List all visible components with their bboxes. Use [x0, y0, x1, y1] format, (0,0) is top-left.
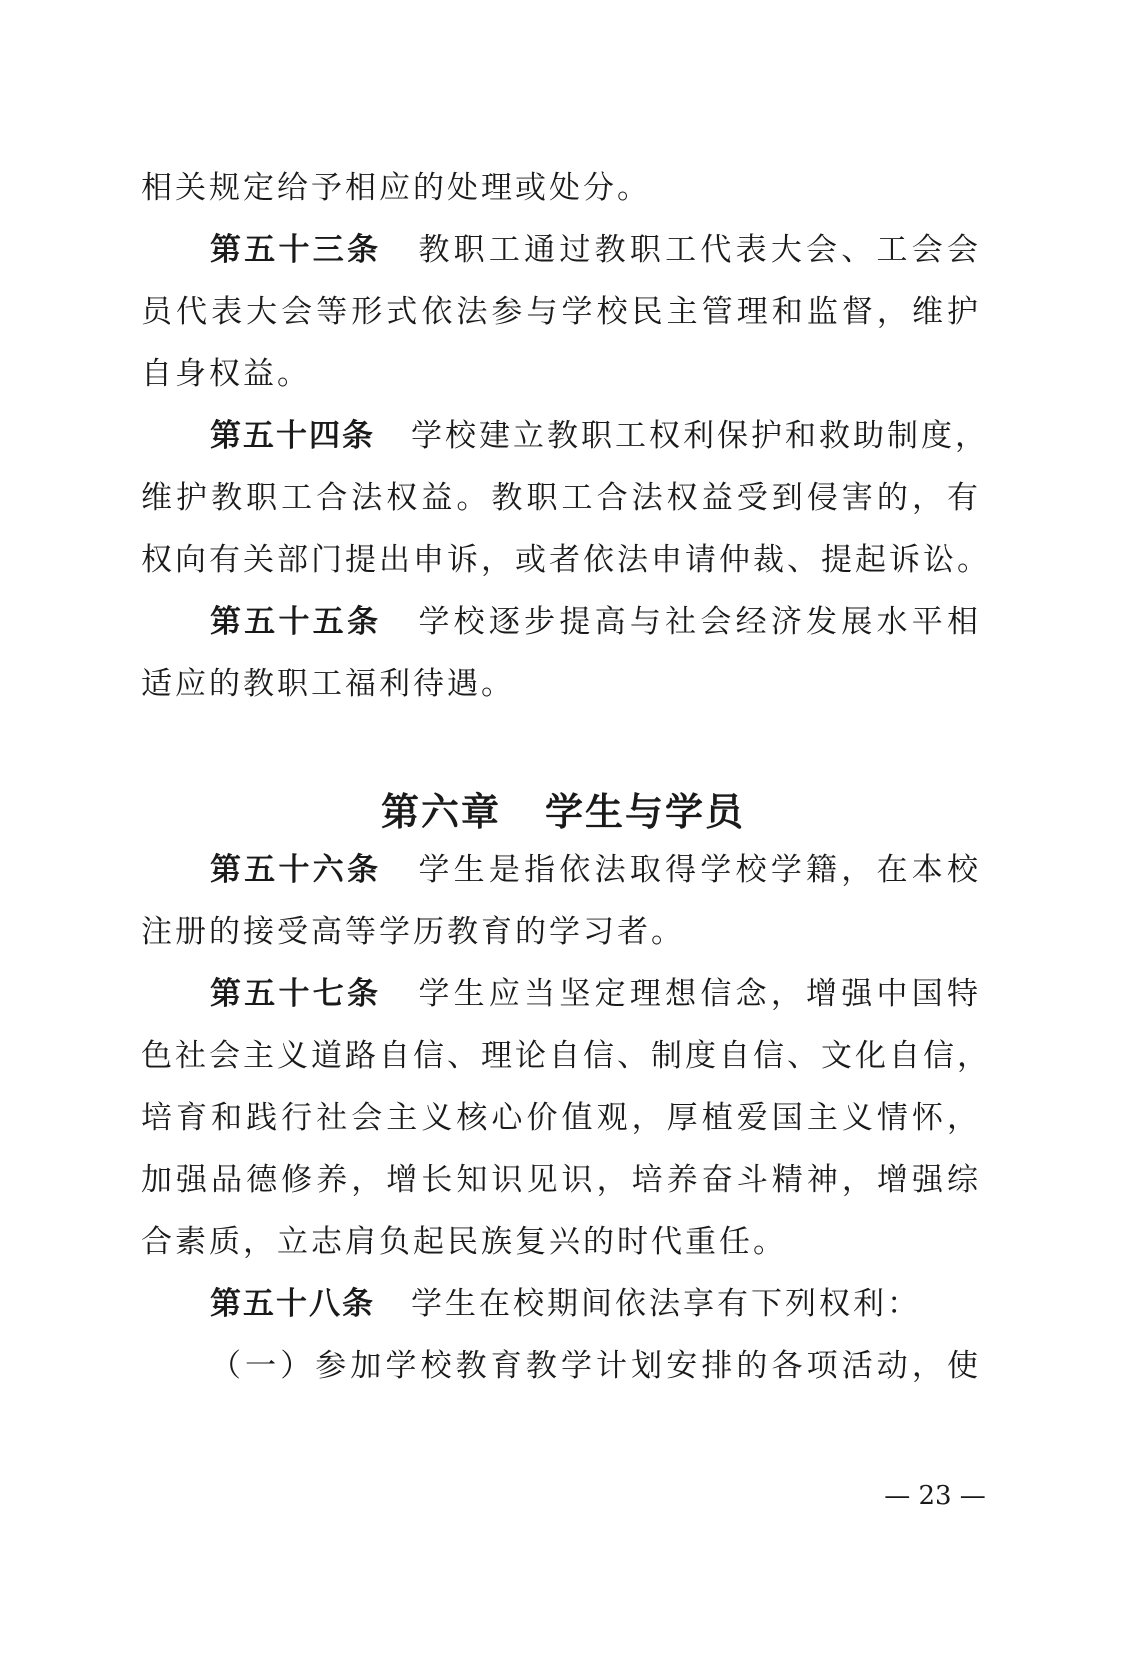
text-line: 相关规定给予相应的处理或处分。	[141, 170, 651, 206]
article-number: 第五十五条	[210, 604, 382, 640]
text-line: 培育和践行社会主义核心价值观，厚植爱国主义情怀，	[141, 1100, 981, 1136]
text-line: 维护教职工合法权益。教职工合法权益受到侵害的，有	[141, 480, 981, 516]
text-line: 适应的教职工福利待遇。	[141, 666, 515, 702]
article-number: 第五十八条	[210, 1286, 375, 1322]
text-line: 权向有关部门提出申诉，或者依法申请仲裁、提起诉讼。	[141, 542, 991, 578]
article-number: 第五十六条	[210, 852, 382, 888]
text-line: 加强品德修养，增长知识见识，培养奋斗精神，增强综	[141, 1162, 981, 1198]
article-54-first-line	[210, 416, 989, 456]
article-number: 第五十四条	[210, 418, 375, 454]
list-item-text: （一）参加学校教育教学计划安排的各项活动，使	[210, 1348, 981, 1384]
text-line: 自身权益。	[141, 356, 311, 392]
chapter-heading	[0, 788, 1126, 836]
article-number: 第五十三条	[210, 232, 382, 268]
article-56-first-line	[210, 850, 981, 890]
article-57-line-3	[141, 1098, 981, 1138]
page-number: — 23 —	[884, 1481, 986, 1511]
chapter-number: 第六章	[380, 790, 501, 834]
text-line: 教职工通过教职工代表大会、工会会	[417, 232, 982, 268]
text-line: 学生是指依法取得学校学籍，在本校	[417, 852, 982, 888]
text-line: 员代表大会等形式依法参与学校民主管理和监督，维护	[141, 294, 981, 330]
article-58-first-line	[210, 1284, 981, 1324]
article-56-line-2	[141, 912, 981, 952]
text-line: 色社会主义道路自信、理论自信、制度自信、文化自信，	[141, 1038, 991, 1074]
text-line: 注册的接受高等学历教育的学习者。	[141, 914, 685, 950]
article-58-item-1	[210, 1346, 981, 1386]
article-57-line-2	[141, 1036, 991, 1076]
paragraph-continuation	[141, 168, 981, 208]
article-55-first-line	[210, 602, 981, 642]
article-number: 第五十七条	[210, 976, 382, 1012]
article-57-line-5	[141, 1222, 981, 1262]
text-line: 学校逐步提高与社会经济发展水平相	[417, 604, 982, 640]
text-line: 学生在校期间依法享有下列权利：	[411, 1286, 921, 1322]
article-55-line-2	[141, 664, 981, 704]
text-line: 学校建立教职工权利保护和救助制度，	[411, 418, 989, 454]
article-57-line-4	[141, 1160, 981, 1200]
article-54-line-2	[141, 478, 981, 518]
chapter-title: 学生与学员	[545, 790, 746, 834]
text-line: 学生应当坚定理想信念，增强中国特	[417, 976, 982, 1012]
article-53-line-3	[141, 354, 981, 394]
article-53-first-line	[210, 230, 981, 270]
article-53-line-2	[141, 292, 981, 332]
article-54-line-3	[141, 540, 991, 580]
article-57-first-line	[210, 974, 981, 1014]
text-line: 合素质，立志肩负起民族复兴的时代重任。	[141, 1224, 787, 1260]
